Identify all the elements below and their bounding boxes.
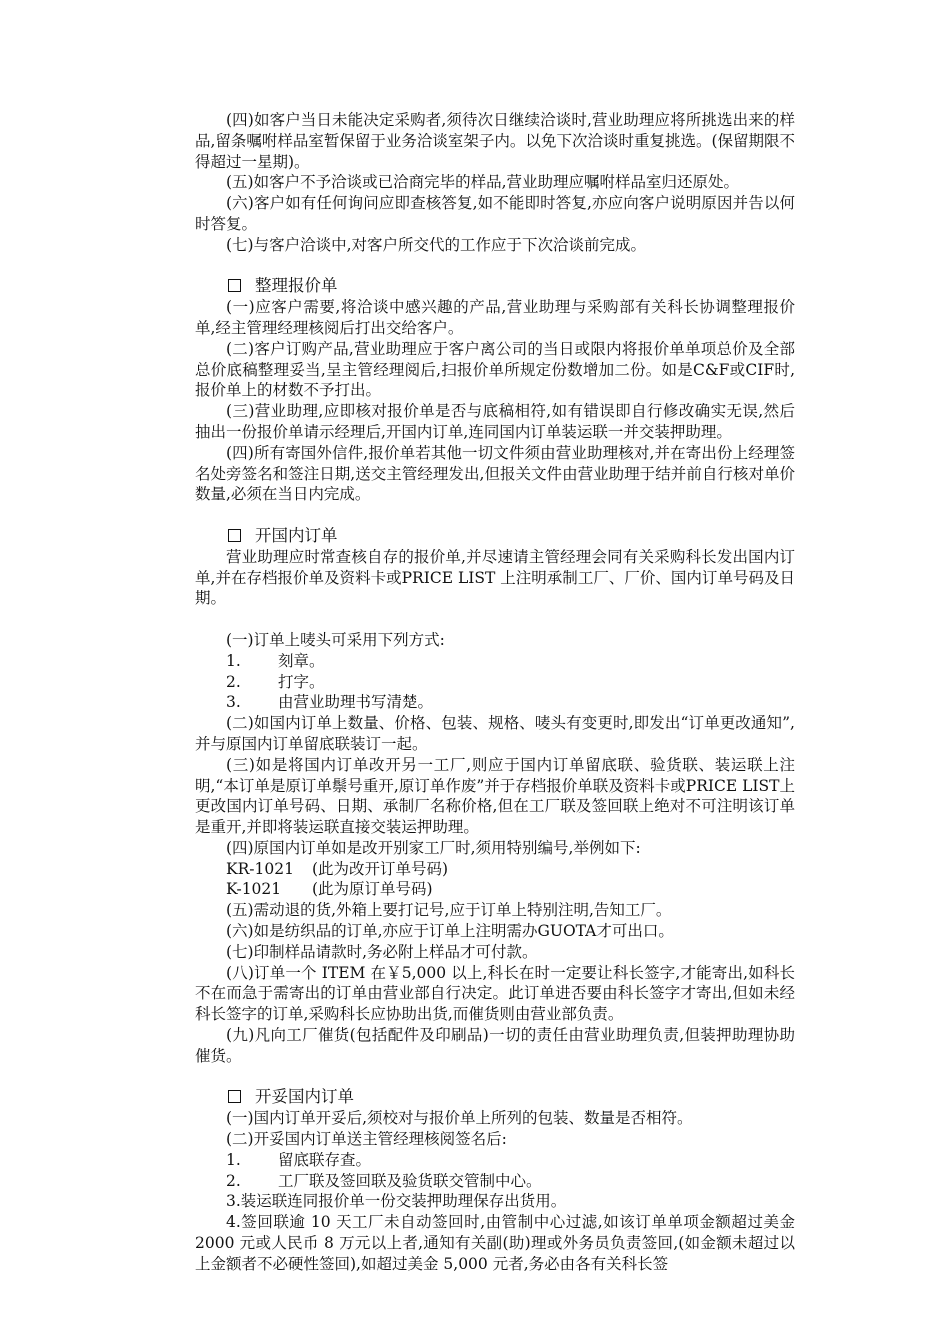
list-item-number: 1. bbox=[226, 651, 241, 670]
domestic-order-intro: 营业助理应时常查核自存的报价单,并尽速请主管经理会同有关采购科长发出国内订单,并在存档报价单及资料卡或PRICE LIST 上注明承制工厂、厂价、国内订单号码及日期。 bbox=[195, 547, 795, 608]
section-heading-completed-order bbox=[195, 1087, 795, 1108]
list-item bbox=[195, 672, 795, 693]
completed-order-paragraph-3: 3.装运联连同报价单一份交装押助理保存出货用。 bbox=[226, 1192, 567, 1211]
spacer bbox=[195, 1067, 795, 1088]
list-item-number: 1. bbox=[226, 1150, 241, 1169]
order-code: KR-1021 bbox=[226, 859, 294, 878]
section-heading-text: 开国内订单 bbox=[255, 525, 338, 545]
paragraph-6: (六)客户如有任何询问应即查核答复,如不能即时答复,亦应向客户说明原因并告以何时答复。 bbox=[195, 194, 795, 233]
spacer bbox=[195, 505, 795, 526]
completed-order-paragraph-1: (一)国内订单开妥后,须校对与报价单上所列的包装、数量是否相符。 bbox=[226, 1109, 693, 1128]
spacer bbox=[195, 609, 795, 630]
list-item bbox=[195, 692, 795, 713]
section-heading-text: 开妥国内订单 bbox=[255, 1087, 354, 1107]
order-code: K-1021 bbox=[226, 880, 282, 899]
completed-order-paragraph-4: 4.签回联逾 10 天工厂未自动签回时,由管制中心过滤,如该订单单项金额超过美金 2000 元或人民币 8 万元以上者,通知有关副(助)理或外务员负责签回,(如金额未超过以上金额者不必硬性签回),如超过美金 5,000 元者,务必由各有关科长签 bbox=[195, 1213, 795, 1273]
quotation-paragraph-1: (一)应客户需要,将洽谈中感兴趣的产品,营业助理与采购部有关科长协调整理报价单,经主管理经理核阅后打出交给客户。 bbox=[195, 298, 795, 337]
list-item-text: 工厂联及签回联及验货联交管制中心。 bbox=[278, 1171, 542, 1190]
paragraph-5: (五)如客户不予洽谈或已洽商完毕的样品,营业助理应嘱咐样品室归还原处。 bbox=[226, 173, 740, 192]
list-item-text: 留底联存查。 bbox=[278, 1150, 372, 1169]
quotation-paragraph-4: (四)所有寄国外信件,报价单若其他一切文件须由营业助理核对,并在寄出份上经理签名处旁签名和签注日期,送交主管经理发出,但报关文件由营业助理于结并前自行核对单价数量,必须在当日内完成。 bbox=[195, 443, 795, 504]
list-item-text: 打字。 bbox=[278, 672, 325, 691]
section-heading-text: 整理报价单 bbox=[255, 276, 338, 296]
spacer bbox=[195, 256, 795, 277]
domestic-order-paragraph-2: (二)如国内订单上数量、价格、包装、规格、唛头有变更时,即发出“订单更改通知”,并与原国内订单留底联装订一起。 bbox=[195, 714, 795, 753]
section-heading-quotation bbox=[195, 276, 795, 297]
quotation-paragraph-2: (二)客户订购产品,营业助理应于客户离公司的当日或限内将报价单单项总价及全部总价底稿整理妥当,呈主管经理阅后,扫报价单所规定份数增加二份。如是C&F或CIF时,报价单上的材数不予打出。 bbox=[195, 339, 795, 400]
paragraph-4: (四)如客户当日未能决定采购者,须待次日继续洽谈时,营业助理应将所挑选出来的样品,留条嘱咐样品室暂保留于业务洽谈室架子内。以免下次洽谈时重复挑选。(保留期限不得超过一星期)。 bbox=[195, 111, 795, 171]
list-item bbox=[195, 1150, 795, 1171]
list-item-number: 2. bbox=[226, 672, 241, 691]
quotation-paragraph-3: (三)营业助理,应即核对报价单是否与底稿相符,如有错误即自行修改确实无误,然后抽出一份报价单请示经理后,开国内订单,连同国内订单装运联一并交装押助理。 bbox=[195, 402, 795, 441]
domestic-order-paragraph-9: (九)凡向工厂催货(包括配件及印刷品)一切的责任由营业助理负责,但装押助理协助催货。 bbox=[195, 1026, 795, 1065]
list-item bbox=[195, 1171, 795, 1192]
list-item-number: 3. bbox=[226, 693, 241, 712]
domestic-order-paragraph-1: (一)订单上唛头可采用下列方式: bbox=[226, 630, 445, 649]
domestic-order-paragraph-5: (五)需动退的货,外箱上要打记号,应于订单上特别注明,告知工厂。 bbox=[226, 901, 672, 920]
domestic-order-paragraph-8: (八)订单一个 ITEM 在￥5,000 以上,科长在时一定要让科长签字,才能寄出,如科长不在而急于需寄出的订单由营业部自行决定。此订单进否要由科长签字才寄出,但如未经科长签字的订单,采购科长应协助出货,而催货则由营业部负责。 bbox=[195, 963, 795, 1024]
section-heading-domestic-order bbox=[195, 526, 795, 547]
list-item bbox=[195, 651, 795, 672]
order-code-note: (此为原订单号码) bbox=[312, 880, 433, 899]
order-code-line bbox=[195, 879, 795, 900]
checkbox-square-icon bbox=[228, 279, 241, 292]
domestic-order-paragraph-4: (四)原国内订单如是改开别家工厂时,须用特别编号,举例如下: bbox=[226, 838, 641, 857]
list-item-text: 由营业助理书写清楚。 bbox=[278, 693, 434, 712]
document-page bbox=[195, 110, 795, 1275]
order-code-note: (此为改开订单号码) bbox=[312, 859, 449, 878]
order-code-line bbox=[195, 859, 795, 880]
paragraph-7: (七)与客户洽谈中,对客户所交代的工作应于下次洽谈前完成。 bbox=[226, 235, 647, 254]
domestic-order-paragraph-7: (七)印制样品请款时,务必附上样品才可付款。 bbox=[226, 942, 538, 961]
checkbox-square-icon bbox=[228, 529, 241, 542]
completed-order-paragraph-2: (二)开妥国内订单送主管经理核阅签名后: bbox=[226, 1130, 507, 1149]
checkbox-square-icon bbox=[228, 1090, 241, 1103]
domestic-order-paragraph-3: (三)如是将国内订单改开另一工厂,则应于国内订单留底联、验货联、装运联上注明,“本订单是原订单鬃号重开,原订单作废”并于存档报价单联及资料卡或PRICE LIST上更改国内订单号码、日期、承制厂名称价格,但在工厂联及签回联上绝对不可注明该订单是重开,并即将装运联直接交装运押助理。 bbox=[195, 755, 795, 837]
list-item-number: 2. bbox=[226, 1171, 241, 1190]
domestic-order-paragraph-6: (六)如是纺织品的订单,亦应于订单上注明需办GUOTA才可出口。 bbox=[226, 922, 674, 941]
list-item-text: 刻章。 bbox=[278, 651, 325, 670]
